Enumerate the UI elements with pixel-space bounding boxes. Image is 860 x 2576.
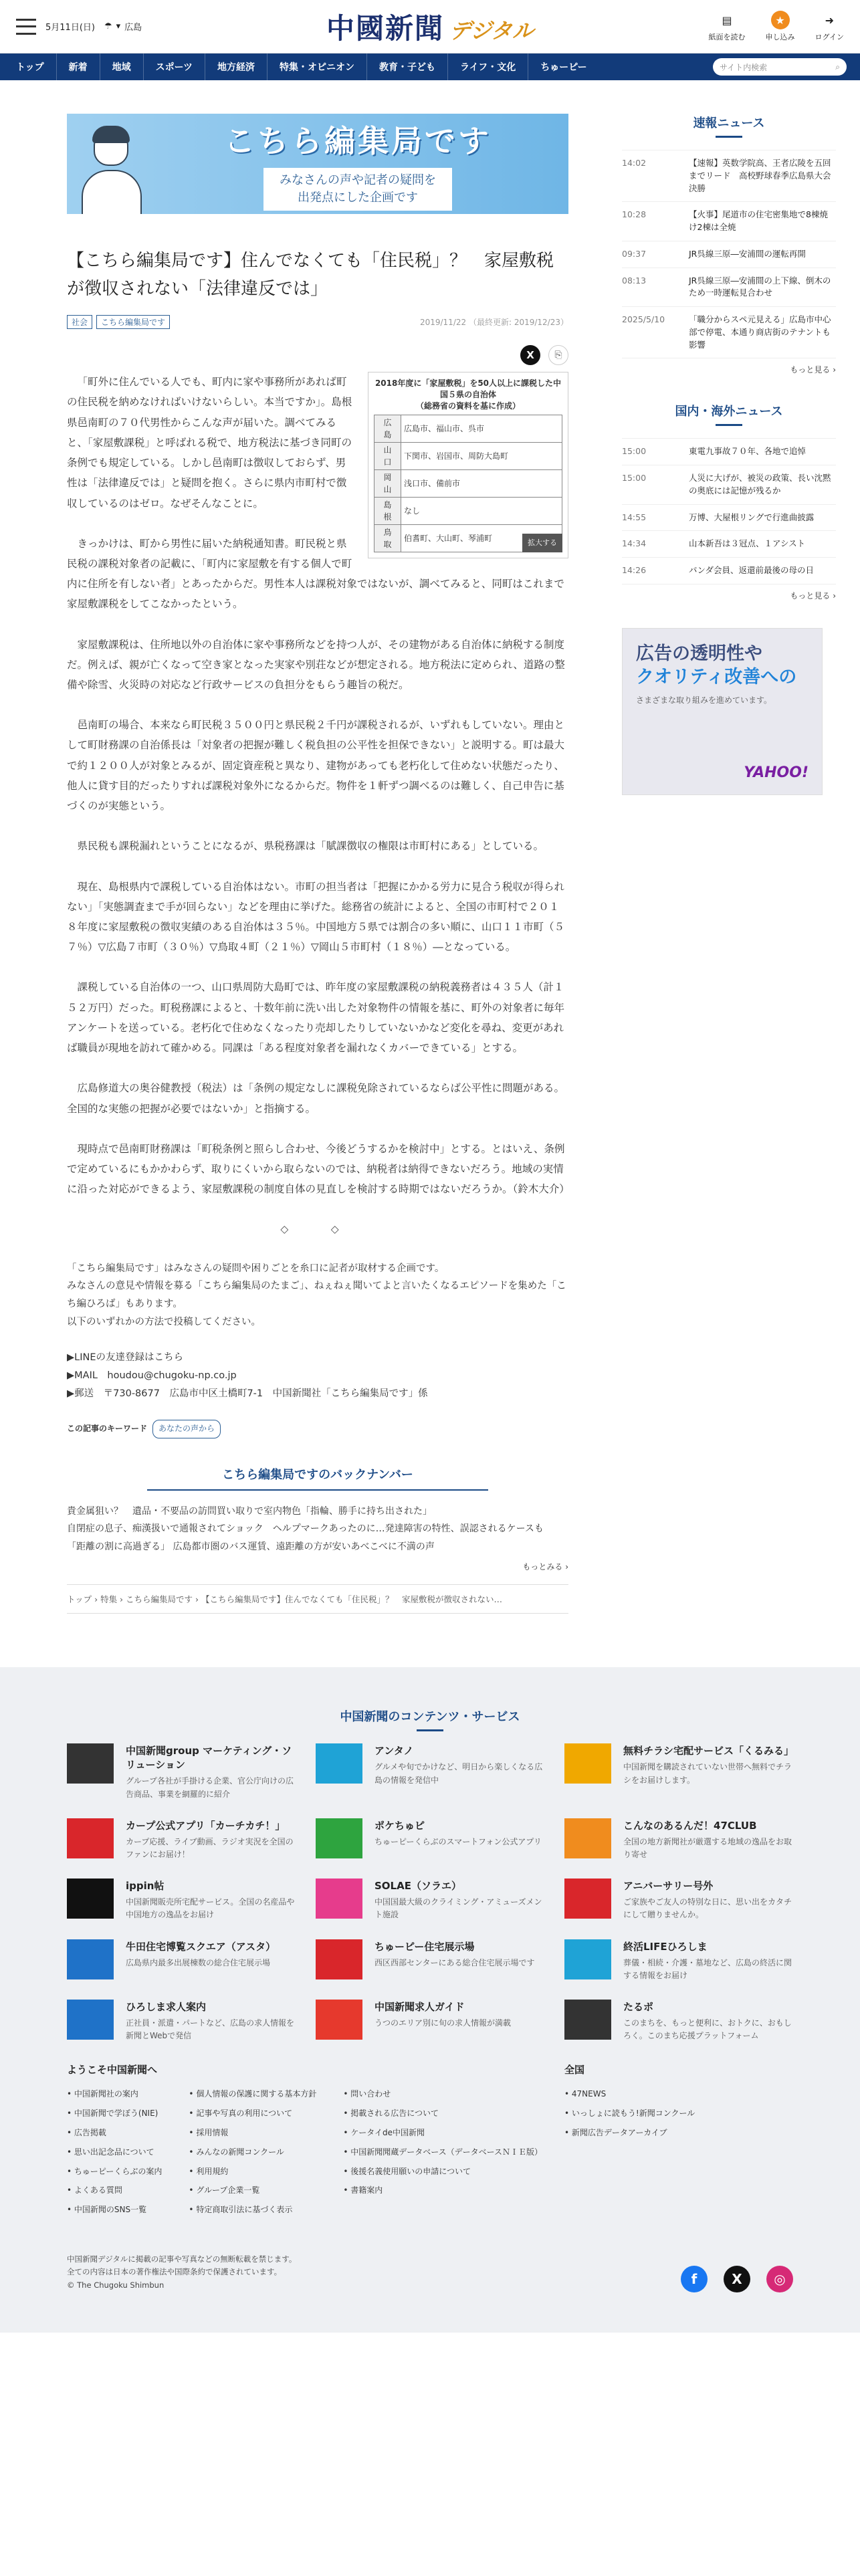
ad-line: クオリティ改善への (636, 666, 797, 687)
footer-link[interactable]: • 中国新聞社の案内 (67, 2089, 138, 2099)
news-headline: 山本新吾は３冠点、１アシスト (689, 538, 806, 549)
article-dates (420, 316, 568, 328)
welcome-col (67, 2084, 162, 2220)
banner-title: こちら編集局です (224, 122, 492, 159)
nav-item-new[interactable]: 新着 (57, 53, 100, 80)
footer-link[interactable]: • 中国新聞のSNS一覧 (67, 2205, 147, 2215)
service-name: ひろしま求人案内 (126, 2000, 207, 2013)
article-paragraph: 「町外に住んでいる人でも、町内に家や事務所があれば町の住民税を納めなければいけないらしい。本当ですか」。島根県邑南町の７０代男性からこんな声が届いた。調べてみると、「家屋敷課税」と呼ばれる税で、地方税法に基づき同町の条例でも規定している。しかし邑南町は徴収しておらず、男性は「法律違反では」と疑問を抱く。さらに県内市町村で徴収しているのはゼロ。なぜそんなことに。 (67, 376, 352, 510)
read-paper-button[interactable] (709, 11, 746, 42)
service-name: アニバーサリー号外 (623, 1880, 714, 1893)
news-time: 09:37 (622, 248, 647, 259)
tag-series[interactable]: こちら編集局です (96, 315, 170, 329)
service-desc: うつのエリア別に旬の求人情報が満載 (374, 2018, 512, 2028)
header-left (16, 19, 142, 35)
info-line: みなさんの意見や情報を募る「こちら編集局のたまご」、ねぇねぇ聞いてよと言いたくなるエピソードを集めた「こち編ひろば」もあります。 (67, 1281, 566, 1310)
service-desc: ご家族やご友人の特別な日に、思い出をカタチにして贈りませんか。 (623, 1897, 792, 1920)
service-card[interactable] (316, 1818, 544, 1861)
news-time: 14:34 (622, 538, 647, 549)
service-name: カープ公式アプリ「カーチカチ！」 (126, 1819, 286, 1832)
contact-block (67, 1349, 568, 1402)
enlarge-button[interactable]: 拡大する (522, 534, 562, 552)
news-headline: JR呉線三原―安浦間の運転再開 (689, 248, 806, 259)
newspaper-icon: ▤ (722, 13, 732, 27)
news-time: 15:00 (622, 446, 647, 457)
article-paragraph: 現時点で邑南町財務課は「町税条例と照らし合わせ、今後どうするかを検討中」とする。とはいえ、条例で定めているにもかかわらず、取りにくいから取らないのでは、納税者は納得できないだろう。地域の実情に沿った対応ができるよう、家屋敷課税の制度自体の見直しを検討する時期ではないだろうか。（鈴木大介） (67, 1142, 570, 1196)
footer-link[interactable]: • 中国新聞で学ぼう(NIE) (67, 2109, 158, 2119)
footer-links (67, 2062, 793, 2220)
footer-link[interactable]: • いっしょに読もう!新聞コンクール (564, 2109, 695, 2119)
login-button[interactable] (815, 11, 844, 42)
service-card[interactable] (67, 1743, 296, 1800)
service-thumbnail (564, 1879, 611, 1919)
service-thumbnail (67, 1939, 114, 1979)
article-paragraph: きっかけは、町から男性に届いた納税通知書。町民税と県民税の課税対象者の記載に、「町内に家屋敷を有する個人で町内に住所を有しない者」とあったからだ。男性本人は課税対象ではないが、調べてみると、同町はこれまで家屋敷課税をしてこなかったという。 (67, 537, 564, 611)
footer-link[interactable]: • 新聞広告データアーカイブ (564, 2127, 667, 2137)
welcome-columns (67, 2084, 544, 2220)
national-col (564, 2084, 793, 2142)
article-paragraph: 邑南町の場合、本来なら町民税３５００円と県民税２千円が課税されるが、いずれもしていない。理由として町財務課の自治係長は「対象者の把握が難しく税負担の公平性を担保できない」と説明する。町は最大で約１２００人が対象とみるが、固定資産税と異なり、建物があっても老朽化して住めない状態だったり、他人に貸す目的だったりすれば課税対象外になるからだ。物件を１軒ずつ調べるのは難しく、自己申告に基づくのが実態という。 (67, 719, 565, 813)
site-footer (0, 1667, 860, 2332)
service-name: たるポ (623, 2000, 654, 2013)
table-row (374, 497, 562, 524)
subscribe-icon: ★ (771, 11, 790, 29)
service-desc: 正社員・派遣・パートなど、広島の求人情報を新聞とWebで発信 (126, 2018, 295, 2041)
service-thumbnail (316, 1818, 362, 1858)
article-paragraph: 現在、島根県内で課税している自治体はない。市町の担当者は「把握にかかる労力に見合う税収が得られない」「実態調査まで手が回らない」などを理由に挙げた。総務省の統計によると、全国の市町村で２０１８年度に家屋敷税の徴収実績のある自治体は３５％。中国地方５県では割合の多い順に、山口１１市町（５７％）▽広島７市町（３０％）▽鳥取４町（２１％）▽岡山５市町村（１８％）―となっている。 (67, 880, 565, 954)
service-card[interactable] (316, 1743, 544, 1800)
service-text (623, 1879, 793, 1921)
service-name: ちゅーピー住宅展示場 (374, 1940, 475, 1953)
keyword-label: この記事のキーワード (67, 1424, 148, 1434)
service-card[interactable] (564, 1939, 793, 1982)
article-figure[interactable] (368, 372, 568, 558)
nav-item-region[interactable]: 地域 (100, 53, 144, 80)
article-paragraph: 県民税も課税漏れということになるが、県税務課は「賦課徴収の権限は市町村にある」としている。 (77, 840, 544, 853)
footer-link[interactable]: • ケータイde中国新聞 (343, 2127, 425, 2137)
series-banner[interactable] (67, 114, 568, 214)
service-thumbnail (564, 1939, 611, 1979)
service-name: 中国新聞求人ガイド (374, 2000, 465, 2013)
service-text (374, 1818, 542, 1861)
figure-title (374, 378, 562, 411)
welcome-col (189, 2084, 316, 2220)
sidebar-ad[interactable] (622, 628, 823, 795)
service-name: SOLAE（ソラエ） (374, 1880, 461, 1893)
service-name: 中国新聞group マーケティング・ソリューション (126, 1745, 292, 1772)
service-thumbnail (67, 2000, 114, 2040)
news-time: 14:55 (622, 512, 647, 522)
news-item[interactable] (622, 241, 836, 268)
footer-link[interactable]: • 中国新聞聞蔵データベース（データベースＮＩＥ版） (343, 2147, 543, 2157)
share-buttons (67, 345, 568, 365)
news-item[interactable] (622, 531, 836, 558)
service-card[interactable] (316, 2000, 544, 2042)
service-thumbnail (67, 1879, 114, 1919)
info-line: 「こちら編集局です」はみなさんの疑問や困りごとを糸口に記者が取材する企画です。 (67, 1263, 445, 1274)
national-title: 全国 (564, 2064, 585, 2076)
info-line: 以下のいずれかの方法で投稿してください。 (67, 1317, 261, 1328)
backnumber-item[interactable]: 「距離の割に高過ぎる」 広島都市圏のバス運賃、遠距離の方が安いあべこべに不満の声 (67, 1541, 435, 1552)
service-card[interactable] (564, 2000, 793, 2042)
search-icon[interactable]: ⌕ (835, 62, 840, 72)
copyright-line: © The Chugoku Shimbun (67, 2280, 165, 2290)
figure-title-text: 2018年度に「家屋敷税」を50人以上に課税した中国５県の自治体 (374, 379, 562, 399)
separator: ◇ ◇ (280, 1223, 355, 1236)
info-block (67, 1260, 568, 1331)
footer-link[interactable]: • 個人情報の保護に関する基本方針 (189, 2089, 317, 2099)
subscribe-button[interactable] (766, 11, 795, 42)
service-text (126, 1939, 276, 1982)
table-cell: 浅口市、備前市 (401, 469, 562, 497)
published-date: 2019/11/22 (419, 318, 467, 328)
nav-item-sports[interactable]: スポーツ (144, 53, 205, 80)
service-text (126, 1818, 296, 1861)
service-thumbnail (564, 1743, 611, 1784)
service-text (623, 1939, 793, 1982)
national-news-list (622, 438, 836, 584)
nav-item-life[interactable]: ライフ・文化 (448, 53, 528, 80)
service-name: こんなのあるんだ！47CLUB (623, 1819, 757, 1832)
news-item[interactable] (622, 202, 836, 241)
breadcrumb[interactable]: トップ › 特集 › こちら編集局です › 【こちら編集局です】住んでなくても「住民税」？ 家屋敷税が徴収されない… (67, 1584, 568, 1614)
table-cell: 伯耆町、大山町、琴浦町 (401, 524, 562, 552)
service-thumbnail (67, 1743, 114, 1784)
footer-link[interactable]: • みんなの新聞コンクール (189, 2147, 284, 2157)
service-desc: 広島県内最多出展棟数の総合住宅展示場 (126, 1957, 271, 1967)
top-header (0, 0, 860, 53)
x-icon[interactable]: X (724, 2266, 750, 2292)
nav-item-top[interactable]: トップ (4, 53, 57, 80)
service-desc: 全国の地方新聞社が厳選する地域の逸品をお取り寄せ (623, 1836, 792, 1860)
footer-link[interactable]: • 問い合わせ (343, 2089, 391, 2099)
facebook-icon[interactable]: f (681, 2266, 708, 2292)
footer-link[interactable]: • ちゅーピーくらぶの案内 (67, 2166, 163, 2176)
more-label: もっと見る (790, 591, 831, 601)
service-text (126, 2000, 296, 2042)
news-time: 2025/5/10 (622, 314, 665, 324)
service-name: 無料チラシ宅配サービス「くるみる」 (623, 1745, 794, 1757)
menu-icon[interactable] (16, 19, 36, 35)
service-name: 終活LIFEひろしま (623, 1940, 708, 1953)
footer-link[interactable]: • 採用情報 (189, 2127, 229, 2137)
news-headline: パンダ会員、返還前最後の母の日 (689, 565, 815, 575)
ad-line: 広告の透明性や (636, 643, 762, 664)
footer-link[interactable]: • 掲載される広告について (343, 2109, 439, 2119)
weather-icon: ☂ (104, 21, 112, 31)
breaking-news-title: 速報ニュース (622, 114, 836, 138)
national-news-title: 国内・海外ニュース (622, 402, 836, 426)
breaking-news-list (622, 150, 836, 358)
services-grid (67, 1743, 793, 2042)
table-cell: 島 根 (374, 497, 401, 524)
news-time: 14:26 (622, 565, 647, 575)
footer-link[interactable]: • 広告掲載 (67, 2127, 106, 2137)
welcome-title: ようこそ中国新聞へ (67, 2064, 158, 2076)
weather-widget[interactable] (104, 20, 142, 33)
service-card[interactable] (67, 2000, 296, 2042)
news-headline: JR呉線三原―安浦間の上下線、倒木のため一時運転見合わせ (689, 275, 831, 298)
footer-link[interactable]: • 思い出記念品について (67, 2147, 154, 2157)
more-label: もっとみる (522, 1562, 563, 1572)
chevron-down-icon: ▾ (116, 21, 121, 31)
ad-brand-logo: YAHOO! (744, 764, 809, 781)
footer-link[interactable]: • よくある質問 (67, 2185, 122, 2195)
table-row (374, 442, 562, 469)
news-item[interactable] (622, 465, 836, 505)
updated-date: （最終更新: 2019/12/23） (468, 318, 568, 328)
news-item[interactable] (622, 268, 836, 308)
backnumber-title: こちら編集局ですのバックナンバー (147, 1465, 488, 1491)
backnumber-section (67, 1465, 568, 1573)
banner-text (147, 114, 568, 214)
national-links (564, 2062, 793, 2220)
copyright-line: 全ての内容は日本の著作権法や国際条約で保護されています。 (67, 2267, 282, 2277)
area-label: 広島 (124, 23, 142, 33)
main-column (67, 80, 568, 1614)
link-copy-icon[interactable]: ⎘ (548, 345, 568, 365)
footer-bottom (67, 2253, 793, 2292)
welcome-links (67, 2062, 544, 2220)
news-item[interactable] (622, 558, 836, 584)
news-time: 15:00 (622, 473, 647, 483)
footer-inner (0, 1707, 860, 2292)
service-card[interactable] (564, 1818, 793, 1861)
service-thumbnail (564, 1818, 611, 1858)
service-card[interactable] (316, 1939, 544, 1982)
service-thumbnail (316, 1879, 362, 1919)
service-text (623, 1743, 793, 1800)
news-time: 10:28 (622, 209, 647, 220)
footer-link[interactable]: • 後援名義使用願いの申請について (343, 2166, 471, 2176)
breaking-more-link[interactable]: もっと見る › (790, 365, 836, 375)
service-name: 牛田住宅博覧スクエア（アスタ） (126, 1940, 276, 1953)
service-thumbnail (564, 2000, 611, 2040)
table-cell: 広島市、福山市、呉市 (401, 415, 562, 442)
nav-item-economy[interactable]: 地方経済 (205, 53, 267, 80)
reporter-illustration (67, 114, 147, 214)
news-time: 14:02 (622, 158, 647, 168)
service-desc: このまちを、もっと便利に、おトクに、おもしろく。このまち応援プラットフォーム (623, 2018, 792, 2041)
footer-link[interactable]: • 47NEWS (564, 2089, 607, 2099)
keyword-tag[interactable]: あなたの声から (152, 1420, 221, 1438)
news-headline: 東電九事故７０年、各地で追悼 (689, 446, 807, 457)
welcome-col (343, 2084, 542, 2220)
footer-link[interactable]: • 書籍案内 (343, 2185, 383, 2195)
sidebar (622, 80, 836, 1614)
table-cell: 下関市、岩国市、周防大島町 (401, 442, 562, 469)
service-desc: 中国新聞販売所宅配サービス。全国の名産品や中国地方の逸品をお届け (126, 1897, 295, 1920)
instagram-icon[interactable]: ◎ (766, 2266, 793, 2292)
service-card[interactable] (67, 1818, 296, 1861)
service-desc: カープ応援、ライブ動画、ラジオ実況を全国のファンにお届け！ (126, 1836, 294, 1860)
mail-link[interactable]: ▶MAIL houdou@chugoku-np.co.jp (67, 1370, 237, 1381)
news-item[interactable] (622, 505, 836, 532)
article-paragraph: 課税している自治体の一つ、山口県周防大島町では、昨年度の家屋敷課税の納税義務者は４３５人（計１５２万円）だった。町税務課によると、十数年前に洗い出した対象物件の情報を基に、町外の対象者に毎年アンケートを送っている。老朽化で住めなくなったり売却したりしていないかなど変化を尋ね、変更があれば職員が現地を訪れて確かめる。同課は「ある程度対象者を漏れなくカバーできている」とする。 (67, 981, 565, 1055)
service-text (374, 1939, 535, 1982)
service-thumbnail (316, 1743, 362, 1784)
service-desc: 中国新聞を購読されていない世帯へ無料でチラシをお届けします。 (623, 1762, 792, 1785)
contents-title: 中国新聞のコンテンツ・サービス (67, 1707, 793, 1731)
service-card[interactable] (67, 1879, 296, 1921)
service-text (623, 2000, 793, 2042)
tag-society[interactable]: 社会 (67, 315, 92, 329)
action-label: 紙面を読む (708, 33, 746, 41)
table-cell: なし (401, 497, 562, 524)
backnumber-item[interactable]: 自閉症の息子、痴漢扱いで通報されてショック ヘルプマークあったのに…発達障害の特性、誤認されるケースも (67, 1523, 544, 1535)
ad-headline (636, 642, 809, 689)
nav-item-education[interactable]: 教育・子ども (367, 53, 448, 80)
service-text (374, 1743, 544, 1800)
news-headline: 「職分からスペ元見える」広島市中心部で停電、本通り商店街のテナントも影響 (689, 314, 831, 350)
article-meta (67, 315, 568, 329)
service-card[interactable] (316, 1879, 544, 1921)
site-logo[interactable] (326, 7, 534, 47)
article-body (67, 372, 568, 1438)
news-item[interactable] (622, 150, 836, 202)
footer-link[interactable]: • 記事や写真の利用について (189, 2109, 293, 2119)
service-thumbnail (316, 2000, 362, 2040)
nav-item-opinion[interactable]: 特集・オピニオン (267, 53, 367, 80)
article-paragraph: 家屋敷課税は、住所地以外の自治体に家や事務所などを持つ人が、その建物がある自治体に納税する制度だ。例えば、親が亡くなって空き家となった実家や別荘などが想定される。地方税法に定められ、道路の整備や除雪、火災時の対応など行政サービスの負担分をもらう趣旨の税だ。 (67, 638, 565, 691)
service-desc: グループ各社が手掛ける企業、官公庁向けの広告商品、事業を網羅的に紹介 (126, 1776, 294, 1799)
footer-link[interactable]: • 利用規約 (189, 2166, 229, 2176)
logo-main: 中國新聞 (326, 11, 444, 45)
backnumber-more-link[interactable]: もっとみる › (522, 1562, 568, 1572)
search-input[interactable] (713, 58, 847, 76)
footer-link[interactable]: • グループ企業一覧 (189, 2185, 260, 2195)
line-link[interactable]: ▶LINEの友達登録はこちら (67, 1352, 184, 1363)
footer-link[interactable]: • 特定商取引法に基づく表示 (189, 2205, 293, 2215)
service-text (126, 1743, 296, 1800)
nav-item-chupi[interactable]: ちゅーピー (540, 62, 587, 73)
login-icon: ➜ (825, 13, 834, 27)
service-card[interactable] (67, 1939, 296, 1982)
ad-subtext: さまざまな取り組みを進めています。 (636, 695, 772, 705)
banner-sub-line: 出発点にした企画です (298, 191, 418, 205)
service-text (374, 2000, 511, 2042)
national-more-link[interactable]: もっと見る › (790, 591, 836, 601)
service-card[interactable] (564, 1743, 793, 1800)
service-text (374, 1879, 544, 1921)
table-row (374, 469, 562, 497)
action-label: ログイン (815, 33, 844, 41)
table-cell: 岡 山 (374, 469, 401, 497)
service-desc: 中国国最大級のクライミング・アミューズメント施設 (374, 1897, 542, 1920)
service-name: アンタノ (374, 1745, 414, 1757)
service-desc: ちゅーピーくらぶのスマートフォン公式アプリ (374, 1836, 542, 1846)
more-label: もっと見る (790, 365, 831, 375)
service-desc: グルメや旬でかけなど、明日から楽しくなる広島の情報を発信中 (374, 1762, 543, 1785)
article-keywords (67, 1420, 568, 1438)
series-info (67, 1260, 568, 1403)
article-title: 【こちら編集局です】住んでなくても「住民税」？ 家屋敷税が徴収されない「法律違反では」 (67, 251, 554, 299)
news-headline: 【速報】英数学院高、王者広陵を五回までリード 高校野球春季広島県大会決勝 (689, 158, 831, 193)
page-body (0, 80, 860, 1614)
service-thumbnail (316, 1939, 362, 1979)
global-nav (0, 53, 860, 80)
service-name: ポケちゅピ (374, 1819, 425, 1832)
social-links (681, 2266, 793, 2292)
copyright (67, 2253, 296, 2292)
service-card[interactable] (564, 1879, 793, 1921)
news-time: 08:13 (622, 275, 647, 286)
banner-subtitle (263, 168, 452, 211)
header-date: 5月11日(日) (45, 23, 95, 33)
table-row (374, 415, 562, 442)
table-cell: 鳥 取 (374, 524, 401, 552)
table-cell: 広 島 (374, 415, 401, 442)
copyright-line: 中国新聞デジタルに掲載の記事や写真などの無断転載を禁じます。 (67, 2254, 297, 2264)
figure-note: （総務省の資料を基に作成） (415, 401, 520, 411)
header-actions (709, 11, 844, 42)
news-item[interactable] (622, 307, 836, 358)
service-thumbnail (67, 1818, 114, 1858)
banner-sub-line: みなさんの声や記者の疑問を (280, 173, 436, 187)
logo-sub: デジタル (449, 17, 534, 43)
news-item[interactable] (622, 439, 836, 465)
news-headline: 【火事】尾道市の住宅密集地で8棟焼け2棟は全焼 (689, 209, 828, 232)
service-text (623, 1818, 793, 1861)
x-share-icon[interactable]: X (520, 345, 540, 365)
postal-address: ▶郵送 〒730-8677 広島市中区土橋町7-1 中国新聞社「こちら編集局です」係 (67, 1388, 428, 1399)
service-name: ippin帖 (126, 1880, 165, 1893)
service-desc: 葬儀・相続・介護・墓地など、広島の終活に関する情報をお届け (623, 1957, 792, 1980)
article-paragraph: 広島修道大の奥谷健教授（税法）は「条例の規定なしに課税免除されているならば公平性に問題がある。全国的な実態の把握が必要ではないか」と指摘する。 (67, 1082, 565, 1115)
contents-section (67, 1707, 793, 2042)
backnumber-item[interactable]: 貴金属狙い？ 遺品・不要品の訪問買い取りで室内物色「指輪、勝手に持ち出された」 (67, 1505, 432, 1517)
news-headline: 人災に大げが、被災の政策、長い沈黙の奥底には記憶が残るか (689, 473, 831, 496)
search-placeholder: サイト内検索 (720, 62, 768, 72)
table-cell: 山 口 (374, 442, 401, 469)
figure-table (374, 415, 562, 552)
action-label: 申し込み (765, 33, 795, 41)
service-desc: 西区西部センターにある総合住宅展示場です (374, 1957, 535, 1967)
service-text (126, 1879, 296, 1921)
news-headline: 万博、大屋根リングで行進曲披露 (689, 512, 815, 522)
